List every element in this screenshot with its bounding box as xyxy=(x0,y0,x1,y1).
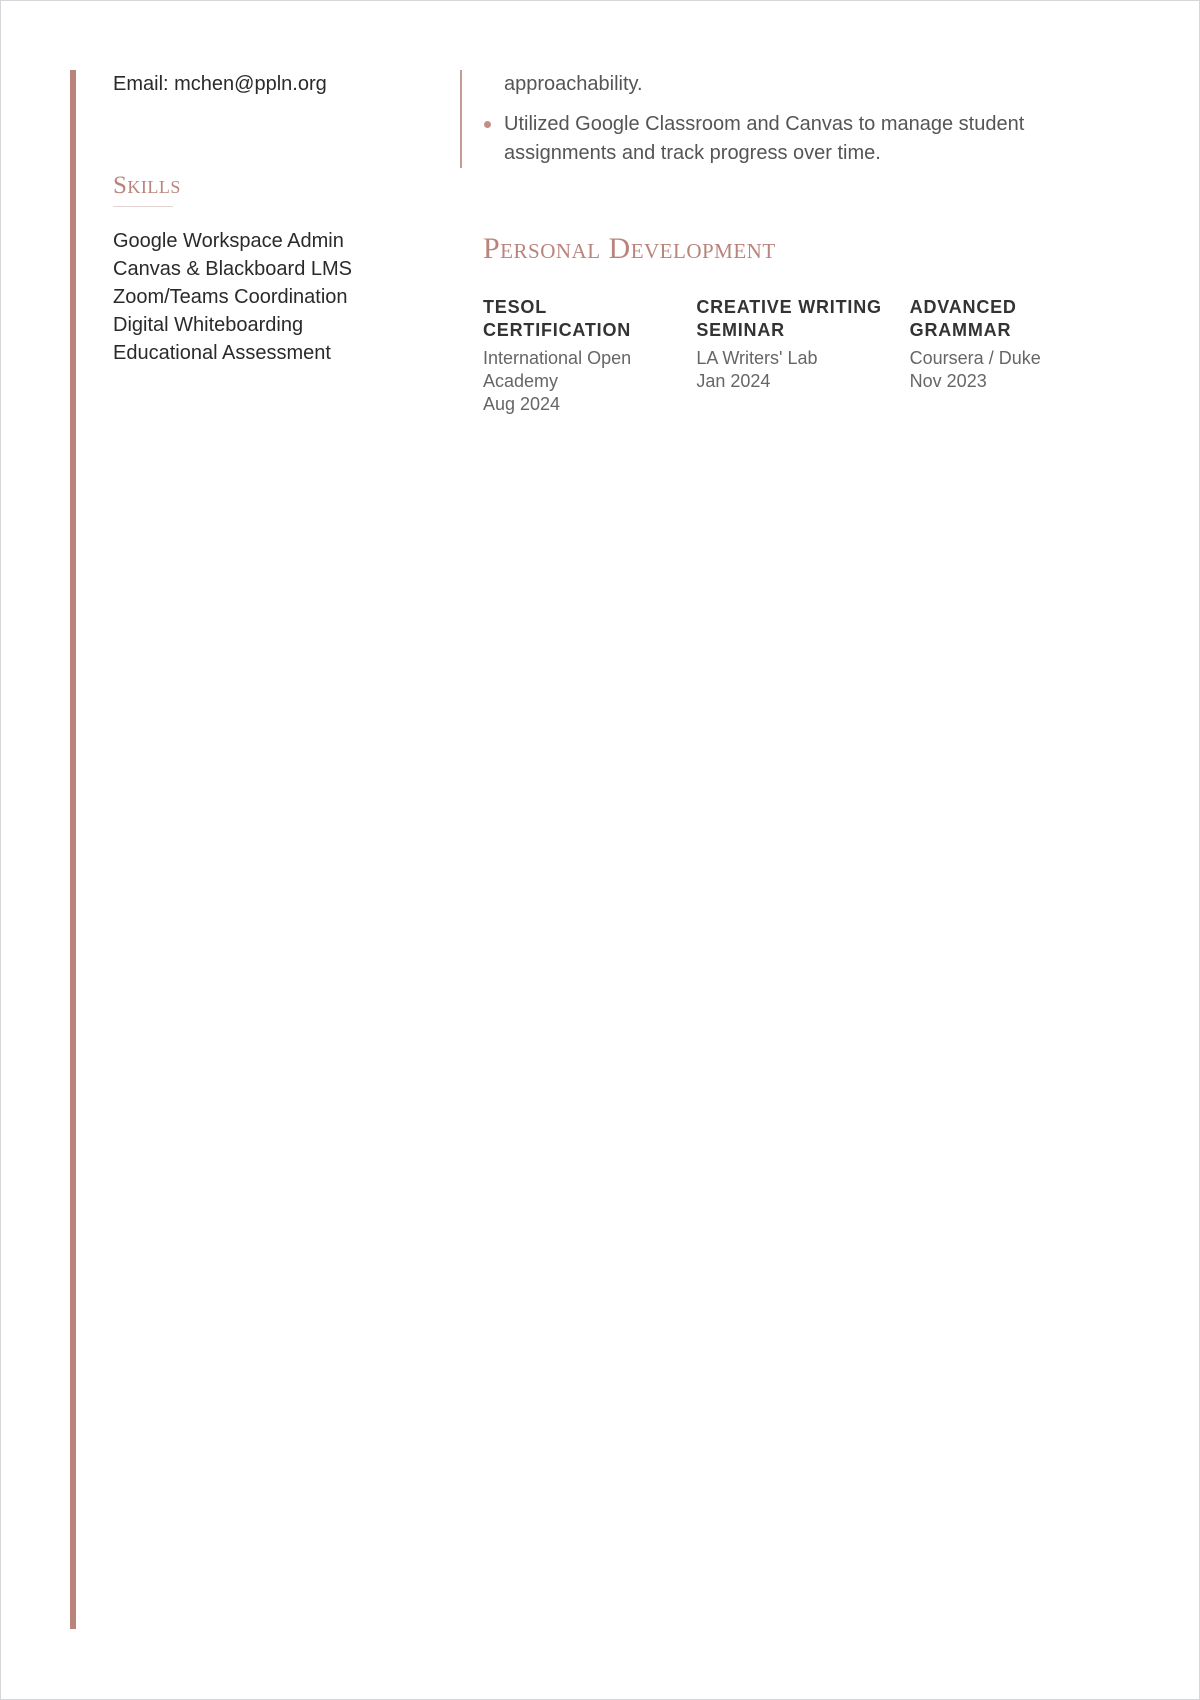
bullet-dot-icon xyxy=(484,121,491,128)
skills-heading-underline xyxy=(113,206,173,207)
pd-item-org: International Open Academy xyxy=(483,348,632,391)
skill-item: Zoom/Teams Coordination xyxy=(113,286,348,308)
pd-item-org: LA Writers' Lab xyxy=(696,348,818,368)
pd-item xyxy=(910,296,1123,416)
skill-item: Educational Assessment xyxy=(113,342,331,364)
experience-bullets xyxy=(483,110,1123,168)
skill-item: Google Workspace Admin xyxy=(113,230,344,252)
pd-item-title: CREATIVE WRITING SEMINAR xyxy=(696,297,882,340)
accent-bar xyxy=(70,70,76,1629)
main-column xyxy=(483,70,1123,416)
personal-development-grid xyxy=(483,296,1123,416)
pd-item-date: Aug 2024 xyxy=(483,394,561,414)
experience-bullet-text: Utilized Google Classroom and Canvas to manage student assignments and track progress over time. xyxy=(504,113,1025,164)
skills-list xyxy=(113,227,433,367)
pd-item-date: Nov 2023 xyxy=(909,371,987,391)
experience-bullet xyxy=(483,110,1123,168)
skill-item: Digital Whiteboarding xyxy=(113,314,304,336)
pd-item-org: Coursera / Duke xyxy=(909,348,1041,368)
pd-item-date: Jan 2024 xyxy=(696,371,771,391)
personal-development-heading: Personal Development xyxy=(483,232,776,265)
pd-item-title: ADVANCED GRAMMAR xyxy=(909,297,1017,340)
skills-heading: Skills xyxy=(113,172,181,199)
sidebar xyxy=(113,70,433,367)
experience-divider xyxy=(460,70,462,168)
skill-item: Canvas & Blackboard LMS xyxy=(113,258,353,280)
experience-continued-text: approachability. xyxy=(504,73,643,95)
pd-item-title: TESOL CERTIFICATION xyxy=(483,297,632,340)
pd-item xyxy=(696,296,909,416)
pd-item xyxy=(483,296,696,416)
email-contact: Email: mchen@ppln.org xyxy=(113,73,327,95)
